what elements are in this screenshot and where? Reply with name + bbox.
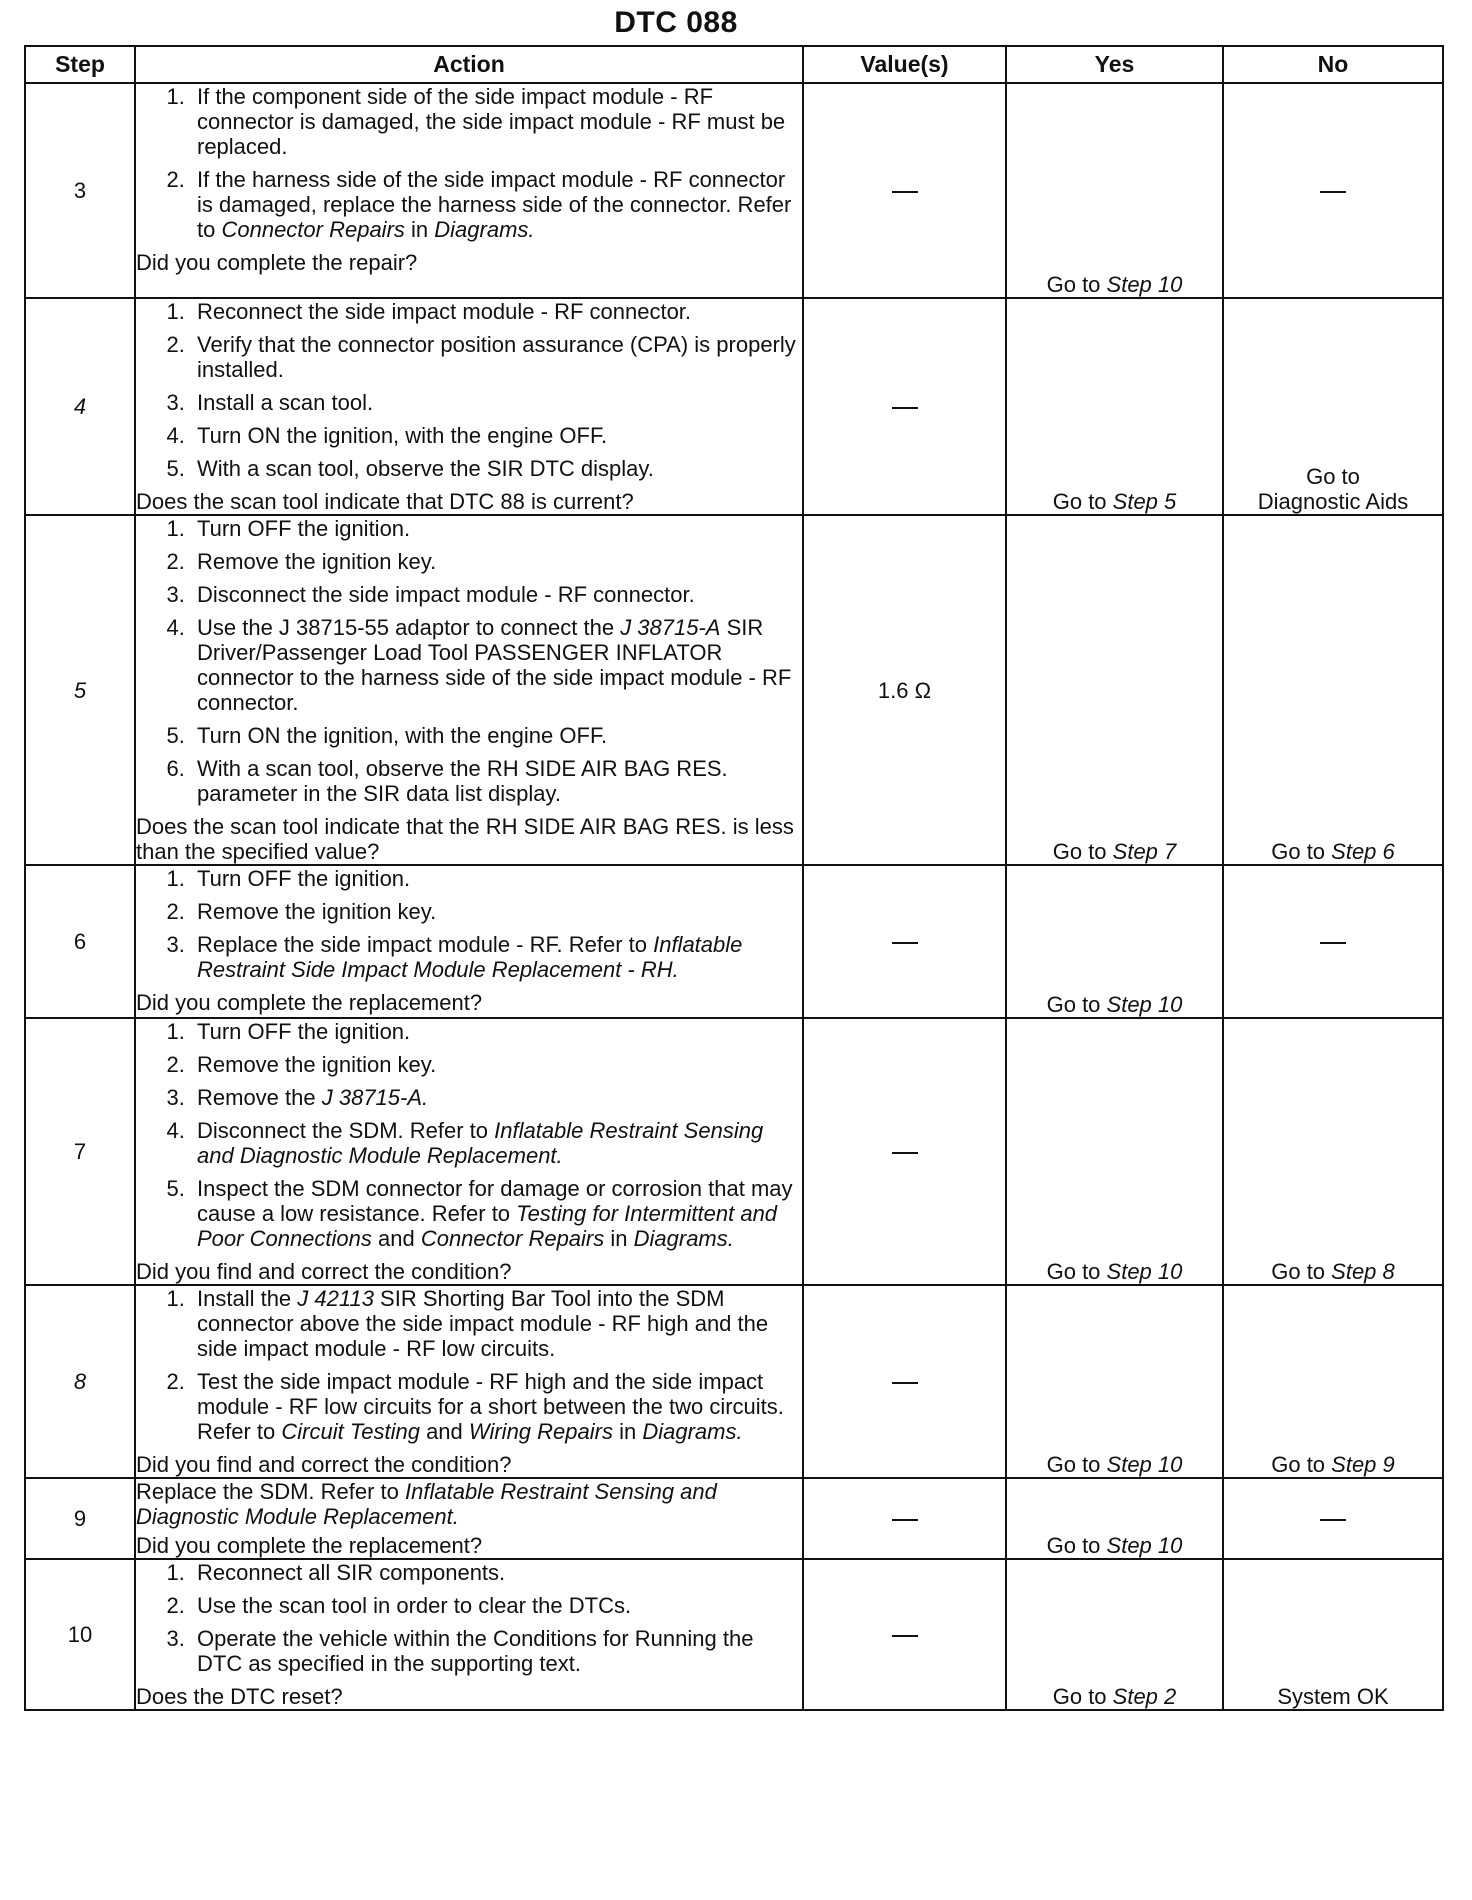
text-segment: Remove the ignition key. xyxy=(197,549,437,574)
value-cell xyxy=(803,515,1006,865)
text-segment: Reconnect the side impact module - RF connector. xyxy=(197,299,692,324)
value-cell xyxy=(803,1018,1006,1285)
reference-text: Step 9 xyxy=(1331,1452,1395,1477)
text-segment: Test the side impact module - RF high and the side impact module - RF low circuits for a short between the two circuits. Refer to xyxy=(197,1369,784,1444)
reference-text: Step 10 xyxy=(1106,1533,1183,1558)
reference-text: Step 10 xyxy=(1106,272,1183,297)
action-steps xyxy=(136,1019,802,1251)
action-question xyxy=(136,250,802,275)
reference-text: Testing for Intermittent and Poor Connections xyxy=(197,1201,778,1251)
reference-text: Step 10 xyxy=(1106,992,1183,1017)
text-segment: Replace the SDM. Refer to xyxy=(136,1479,406,1504)
text-segment: Disconnect the SDM. Refer to xyxy=(197,1118,495,1143)
action-cell xyxy=(135,83,803,298)
table-row xyxy=(25,298,1443,515)
action-question xyxy=(136,1452,802,1477)
text-segment: Diagnostic Aids xyxy=(1257,489,1409,514)
reference-text: Wiring Repairs xyxy=(468,1419,613,1444)
value-cell xyxy=(803,1559,1006,1710)
dash-mark xyxy=(892,942,918,944)
reference-text: Step 10 xyxy=(1106,1259,1183,1284)
reference-text: Inflatable Restraint Sensing and Diagnostic Module Replacement. xyxy=(197,1118,764,1168)
dash-mark xyxy=(1320,191,1346,193)
text-segment: Replace the side impact module - RF. Refer to xyxy=(197,932,654,957)
reference-text: J 38715-A. xyxy=(321,1085,429,1110)
action-steps xyxy=(136,1286,802,1444)
action-step xyxy=(191,899,802,924)
action-question xyxy=(136,489,802,514)
reference-text: Step 7 xyxy=(1112,839,1177,864)
reference-text: Connector Repairs xyxy=(420,1226,605,1251)
action-steps xyxy=(136,516,802,806)
action-question xyxy=(136,814,802,864)
text-segment: Use the J 38715-55 adaptor to connect the xyxy=(197,615,621,640)
text-segment: Did you complete the repair? xyxy=(136,250,418,275)
dash-mark xyxy=(892,407,918,409)
text-segment: Remove the ignition key. xyxy=(197,899,437,924)
header-yes: Yes xyxy=(1006,46,1223,83)
dash-mark xyxy=(1320,942,1346,944)
page-title: DTC 088 xyxy=(614,6,738,39)
action-question xyxy=(136,1259,802,1284)
action-step xyxy=(191,932,802,982)
text-segment: If the harness side of the side impact module - RF connector is damaged, replace the harness side of the connector. Refer to xyxy=(197,167,792,242)
text-segment: and xyxy=(371,1226,421,1251)
text-segment: in xyxy=(612,1419,643,1444)
text-segment: Did you find and correct the condition? xyxy=(136,1452,512,1477)
action-step xyxy=(191,516,802,541)
action-cell xyxy=(135,515,803,865)
action-step xyxy=(191,1176,802,1251)
action-step xyxy=(191,1369,802,1444)
step-number: 10 xyxy=(25,1559,135,1710)
text-segment: With a scan tool, observe the SIR DTC display. xyxy=(197,456,654,481)
text-segment: Go to xyxy=(1046,1533,1107,1558)
action-step xyxy=(191,582,802,607)
table-row xyxy=(25,1559,1443,1710)
reference-text: Diagrams. xyxy=(642,1419,743,1444)
text-segment: Go to xyxy=(1046,272,1107,297)
reference-text: Step 10 xyxy=(1106,1452,1183,1477)
text-segment: System OK xyxy=(1277,1684,1389,1709)
yes-outcome xyxy=(1006,83,1223,298)
action-step xyxy=(191,1593,802,1618)
reference-text: Circuit Testing xyxy=(281,1419,420,1444)
text-segment: Go to xyxy=(1271,1259,1332,1284)
text-segment: Go to xyxy=(1271,839,1332,864)
text-segment: Install a scan tool. xyxy=(197,390,374,415)
step-number: 6 xyxy=(25,865,135,1018)
dash-mark xyxy=(892,1152,918,1154)
text-segment: Turn OFF the ignition. xyxy=(197,1019,411,1044)
dash-mark xyxy=(892,1519,918,1521)
no-outcome xyxy=(1223,865,1443,1018)
text-segment: in xyxy=(604,1226,634,1251)
step-number: 3 xyxy=(25,83,135,298)
reference-text: Inflatable Restraint Sensing and Diagnostic Module Replacement. xyxy=(136,1479,717,1529)
reference-text: Diagrams. xyxy=(434,217,535,242)
reference-text: J 42113 xyxy=(297,1286,374,1311)
table-row xyxy=(25,83,1443,298)
text-segment: Remove the ignition key. xyxy=(197,1052,437,1077)
yes-outcome xyxy=(1006,298,1223,515)
reference-text: Inflatable Restraint Side Impact Module Replacement - RH. xyxy=(197,932,743,982)
text-segment: Disconnect the side impact module - RF connector. xyxy=(197,582,695,607)
action-step xyxy=(191,167,802,242)
yes-outcome xyxy=(1006,1559,1223,1710)
reference-text: Step 2 xyxy=(1112,1684,1177,1709)
action-text xyxy=(136,1479,802,1529)
action-step xyxy=(191,1118,802,1168)
action-step xyxy=(191,390,802,415)
table-body xyxy=(25,83,1443,1710)
text-segment: Does the DTC reset? xyxy=(136,1684,343,1709)
action-question xyxy=(136,1533,802,1558)
action-step xyxy=(191,723,802,748)
action-step xyxy=(191,1626,802,1676)
diagnostic-table xyxy=(24,45,1444,1711)
no-outcome xyxy=(1223,83,1443,298)
yes-outcome xyxy=(1006,1478,1223,1559)
text-segment: and xyxy=(419,1419,469,1444)
header-values: Value(s) xyxy=(803,46,1006,83)
header-no: No xyxy=(1223,46,1443,83)
reference-text: Step 6 xyxy=(1331,839,1395,864)
step-number: 5 xyxy=(25,515,135,865)
text-segment: Go to xyxy=(1046,992,1107,1017)
table-row xyxy=(25,865,1443,1018)
action-step xyxy=(191,1019,802,1044)
text-segment: Go to xyxy=(1046,1259,1107,1284)
action-step xyxy=(191,1560,802,1585)
step-number: 4 xyxy=(25,298,135,515)
text-segment: Turn ON the ignition, with the engine OFF. xyxy=(197,723,608,748)
text-segment: If the component side of the side impact module - RF connector is damaged, the side impact module - RF must be replaced. xyxy=(197,84,786,159)
value-cell xyxy=(803,83,1006,298)
action-step xyxy=(191,456,802,481)
text-segment: Does the scan tool indicate that DTC 88 is current? xyxy=(136,489,634,514)
text-segment: Did you find and correct the condition? xyxy=(136,1259,512,1284)
text-segment: Operate the vehicle within the Conditions for Running the DTC as specified in the supporting text. xyxy=(197,1626,754,1676)
yes-outcome xyxy=(1006,1285,1223,1478)
yes-outcome xyxy=(1006,1018,1223,1285)
table-row xyxy=(25,1018,1443,1285)
text-segment: Did you complete the replacement? xyxy=(136,990,483,1015)
text-segment: Turn OFF the ignition. xyxy=(197,866,411,891)
header-step: Step xyxy=(25,46,135,83)
action-step xyxy=(191,332,802,382)
text-segment: Remove the xyxy=(197,1085,322,1110)
text-segment: Go to xyxy=(1052,1684,1113,1709)
action-cell xyxy=(135,1559,803,1710)
value-cell xyxy=(803,1285,1006,1478)
dash-mark xyxy=(892,1382,918,1384)
step-number: 9 xyxy=(25,1478,135,1559)
text-segment: Go to xyxy=(1046,1452,1107,1477)
action-step xyxy=(191,615,802,715)
text-segment: Go to xyxy=(1052,839,1113,864)
action-cell xyxy=(135,298,803,515)
reference-text: Connector Repairs xyxy=(221,217,405,242)
action-step xyxy=(191,299,802,324)
text-segment: Turn ON the ignition, with the engine OFF. xyxy=(197,423,608,448)
action-steps xyxy=(136,84,802,242)
text-segment: Go to xyxy=(1052,489,1113,514)
text-segment: SIR Shorting Bar Tool into the SDM connector above the side impact module - RF high and the side impact module - RF low circuits. xyxy=(197,1286,769,1361)
table-row xyxy=(25,1285,1443,1478)
table-row xyxy=(25,1478,1443,1559)
reference-text: Diagrams. xyxy=(633,1226,734,1251)
value-cell xyxy=(803,865,1006,1018)
text-segment: Go to xyxy=(1271,1452,1332,1477)
dash-mark xyxy=(892,1635,918,1637)
action-steps xyxy=(136,866,802,982)
action-question xyxy=(136,1684,802,1709)
text-segment: Does the scan tool indicate that the RH SIDE AIR BAG RES. is less than the specified value? xyxy=(136,814,794,864)
text-segment: Use the scan tool in order to clear the DTCs. xyxy=(197,1593,632,1618)
text-segment: Verify that the connector position assurance (CPA) is properly installed. xyxy=(197,332,796,382)
text-segment: Install the xyxy=(197,1286,298,1311)
value-text: 1.6 Ω xyxy=(877,677,932,703)
dash-mark xyxy=(892,191,918,193)
action-question xyxy=(136,990,802,1015)
no-outcome xyxy=(1223,1478,1443,1559)
action-step xyxy=(191,756,802,806)
action-cell xyxy=(135,1285,803,1478)
text-segment: With a scan tool, observe the RH SIDE AIR BAG RES. parameter in the SIR data list display. xyxy=(197,756,728,806)
value-cell xyxy=(803,1478,1006,1559)
text-segment: Did you complete the replacement? xyxy=(136,1533,483,1558)
action-step xyxy=(191,423,802,448)
table-row xyxy=(25,515,1443,865)
action-step xyxy=(191,84,802,159)
action-step xyxy=(191,549,802,574)
no-outcome xyxy=(1223,1285,1443,1478)
no-outcome xyxy=(1223,515,1443,865)
no-outcome xyxy=(1223,1018,1443,1285)
action-step xyxy=(191,866,802,891)
header-action: Action xyxy=(135,46,803,83)
header-row xyxy=(25,46,1443,83)
reference-text: J 38715-A xyxy=(620,615,721,640)
action-step xyxy=(191,1286,802,1361)
step-number: 7 xyxy=(25,1018,135,1285)
text-segment: SIR Driver/Passenger Load Tool PASSENGER INFLATOR connector to the harness side of the side impact module - RF connector. xyxy=(197,615,792,715)
dash-mark xyxy=(1320,1519,1346,1521)
action-step xyxy=(191,1052,802,1077)
action-steps xyxy=(136,1560,802,1676)
action-step xyxy=(191,1085,802,1110)
text-segment: in xyxy=(404,217,435,242)
reference-text: Step 8 xyxy=(1331,1259,1395,1284)
action-cell xyxy=(135,1018,803,1285)
step-number: 8 xyxy=(25,1285,135,1478)
no-outcome xyxy=(1223,298,1443,515)
action-steps xyxy=(136,299,802,481)
action-cell xyxy=(135,865,803,1018)
reference-text: Step 5 xyxy=(1112,489,1177,514)
no-outcome xyxy=(1223,1559,1443,1710)
text-segment: Inspect the SDM connector for damage or corrosion that may cause a low resistance. Refer to xyxy=(197,1176,793,1226)
action-cell xyxy=(135,1478,803,1559)
value-cell xyxy=(803,298,1006,515)
text-segment: Go to xyxy=(1306,464,1360,489)
text-segment: Reconnect all SIR components. xyxy=(197,1560,506,1585)
yes-outcome xyxy=(1006,865,1223,1018)
text-segment: Turn OFF the ignition. xyxy=(197,516,411,541)
yes-outcome xyxy=(1006,515,1223,865)
